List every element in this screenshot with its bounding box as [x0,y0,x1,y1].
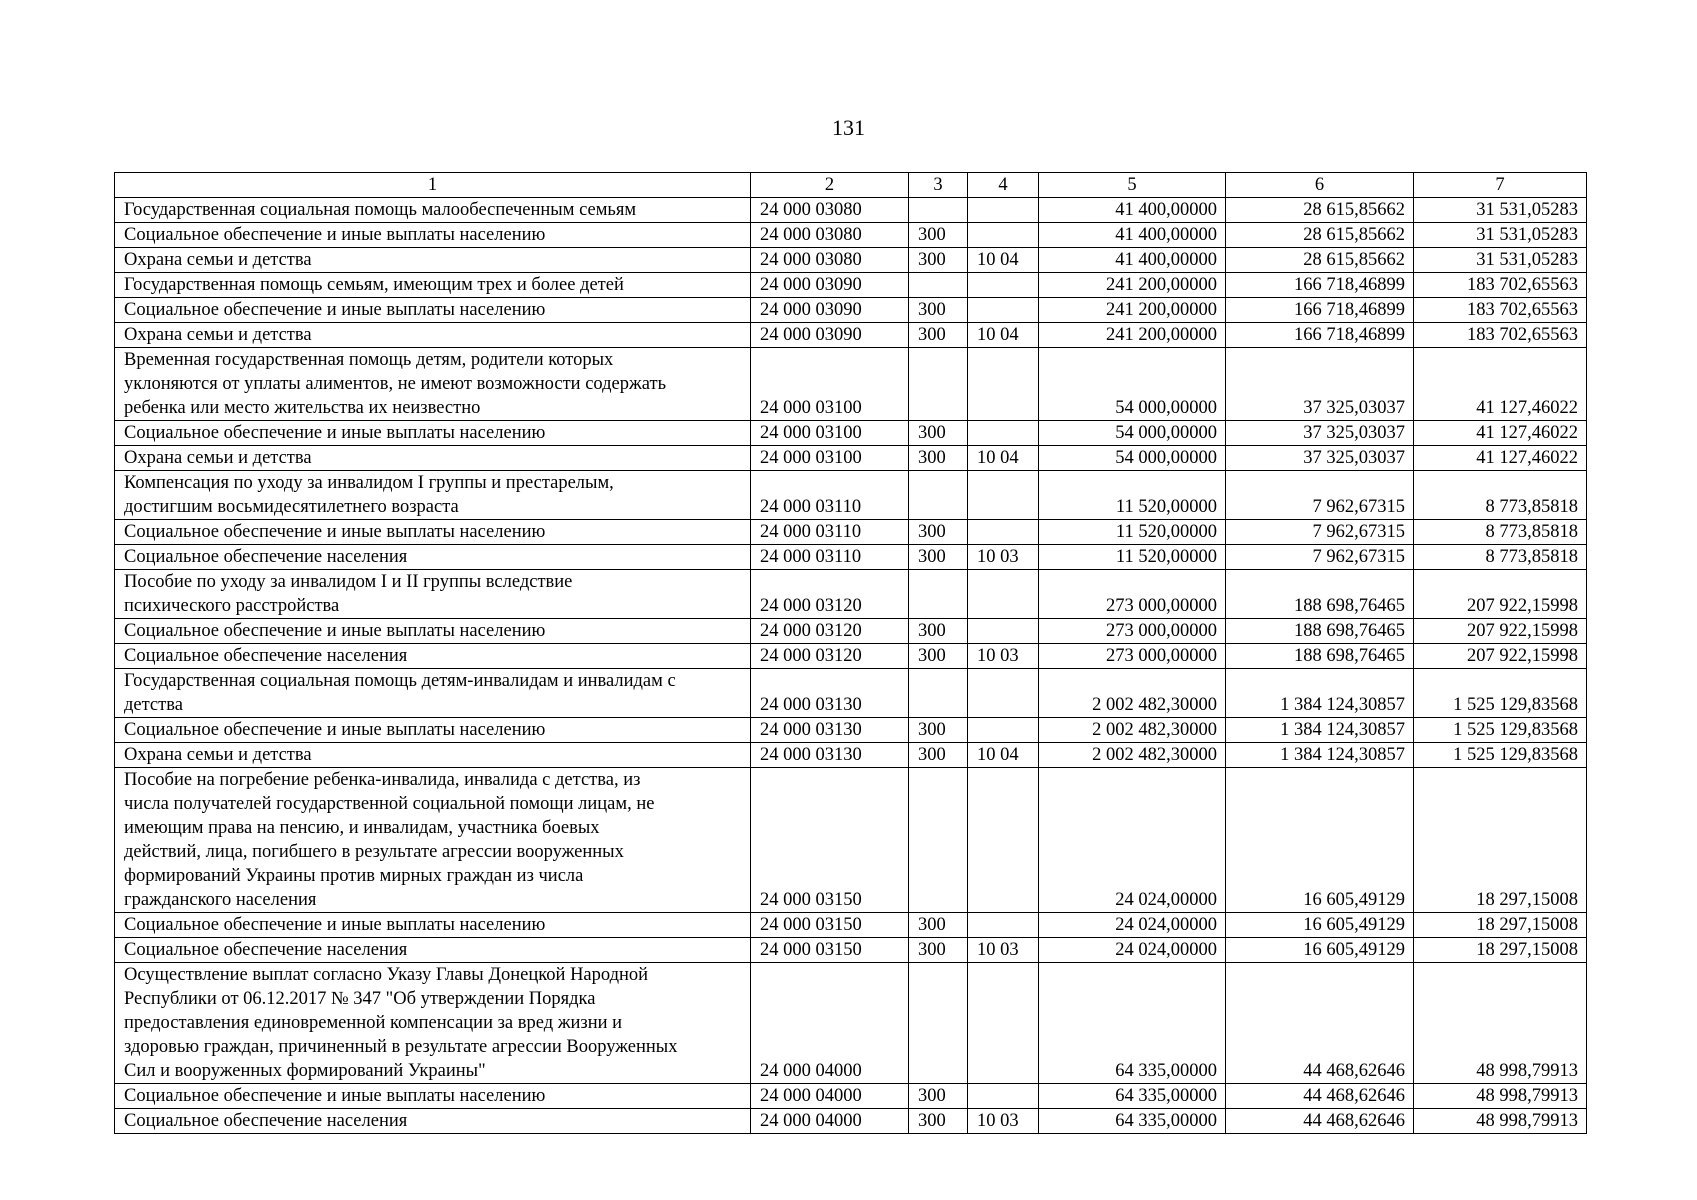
row-name-cell: Социальное обеспечение и иные выплаты населению [115,1084,751,1109]
row-expense-type-cell: 300 [909,1109,968,1134]
row-amount-col6-cell: 166 718,46899 [1226,273,1414,298]
row-section-cell [968,963,1039,1084]
row-amount-col5-cell: 241 200,00000 [1039,298,1226,323]
row-amount-col6-cell: 28 615,85662 [1226,248,1414,273]
row-section-cell [968,570,1039,619]
row-code-cell: 24 000 03150 [751,913,909,938]
row-expense-type-cell: 300 [909,421,968,446]
row-expense-type-cell [909,963,968,1084]
row-amount-col7-cell: 183 702,65563 [1414,298,1587,323]
row-name-cell: Охрана семьи и детства [115,446,751,471]
row-amount-col7-cell: 31 531,05283 [1414,248,1587,273]
row-amount-col5-cell: 54 000,00000 [1039,421,1226,446]
page-number: 131 [832,115,865,140]
row-amount-col7-cell: 41 127,46022 [1414,421,1587,446]
row-name-cell: Социальное обеспечение населения [115,1109,751,1134]
row-name-cell: Социальное обеспечение и иные выплаты населению [115,718,751,743]
column-header: 1 [115,173,751,198]
row-code-cell: 24 000 03110 [751,520,909,545]
row-amount-col6-cell: 44 468,62646 [1226,1084,1414,1109]
row-amount-col6-cell: 44 468,62646 [1226,1109,1414,1134]
row-amount-col5-cell: 54 000,00000 [1039,446,1226,471]
row-expense-type-cell: 300 [909,298,968,323]
row-name-cell: Социальное обеспечение и иные выплаты населению [115,298,751,323]
row-amount-col5-cell: 2 002 482,30000 [1039,743,1226,768]
row-section-cell: 10 03 [968,1109,1039,1134]
row-code-cell: 24 000 03130 [751,718,909,743]
row-name-cell: Социальное обеспечение населения [115,545,751,570]
row-name-cell: Осуществление выплат согласно Указу Главы Донецкой Народной Республики от 06.12.2017 № 347 "Об утверждении Порядка предоставления единовременной компенсации за вред жизни и здоровью граждан, причиненный в результате агрессии Вооруженных Сил и вооруженных формирований Украины" [115,963,751,1084]
row-name-cell: Пособие на погребение ребенка-инвалида, инвалида с детства, из числа получателей государственной социальной помощи лицам, не имеющим права на пенсию, и инвалидам, участника боевых действий, лица, погибшего в результате агрессии вооруженных формирований Украины против мирных граждан из числа гражданского населения [115,768,751,913]
row-expense-type-cell: 300 [909,323,968,348]
row-name-cell: Социальное обеспечение населения [115,644,751,669]
row-code-cell: 24 000 03080 [751,198,909,223]
row-section-cell [968,913,1039,938]
table-row [115,520,1587,545]
row-amount-col5-cell: 54 000,00000 [1039,348,1226,421]
row-amount-col7-cell: 41 127,46022 [1414,446,1587,471]
row-code-cell: 24 000 03080 [751,248,909,273]
row-code-cell: 24 000 03150 [751,768,909,913]
row-section-cell: 10 03 [968,938,1039,963]
row-code-cell: 24 000 03130 [751,743,909,768]
row-amount-col7-cell: 183 702,65563 [1414,273,1587,298]
row-amount-col7-cell: 8 773,85818 [1414,545,1587,570]
row-section-cell: 10 04 [968,323,1039,348]
row-name-cell: Социальное обеспечение и иные выплаты населению [115,520,751,545]
row-amount-col6-cell: 7 962,67315 [1226,545,1414,570]
row-amount-col6-cell: 166 718,46899 [1226,298,1414,323]
table-row [115,644,1587,669]
row-amount-col7-cell: 48 998,79913 [1414,1084,1587,1109]
row-code-cell: 24 000 03110 [751,471,909,520]
table-row [115,619,1587,644]
row-amount-col6-cell: 37 325,03037 [1226,446,1414,471]
row-code-cell: 24 000 03090 [751,298,909,323]
row-section-cell [968,298,1039,323]
row-section-cell [968,223,1039,248]
row-expense-type-cell: 300 [909,619,968,644]
column-header: 4 [968,173,1039,198]
row-section-cell: 10 04 [968,446,1039,471]
row-amount-col6-cell: 16 605,49129 [1226,768,1414,913]
row-amount-col7-cell: 1 525 129,83568 [1414,743,1587,768]
row-section-cell [968,619,1039,644]
row-name-cell: Социальное обеспечение населения [115,938,751,963]
table-row [115,323,1587,348]
row-name-cell: Охрана семьи и детства [115,743,751,768]
table-row [115,1084,1587,1109]
row-amount-col5-cell: 11 520,00000 [1039,520,1226,545]
row-name-cell: Временная государственная помощь детям, родители которых уклоняются от уплаты алиментов, не имеют возможности содержать ребенка или место жительства их неизвестно [115,348,751,421]
row-amount-col6-cell: 28 615,85662 [1226,198,1414,223]
row-amount-col5-cell: 2 002 482,30000 [1039,718,1226,743]
row-code-cell: 24 000 03100 [751,446,909,471]
row-section-cell [968,1084,1039,1109]
row-amount-col7-cell: 41 127,46022 [1414,348,1587,421]
row-amount-col5-cell: 11 520,00000 [1039,471,1226,520]
row-code-cell: 24 000 03090 [751,323,909,348]
row-section-cell: 10 04 [968,248,1039,273]
row-expense-type-cell: 300 [909,1084,968,1109]
row-expense-type-cell: 300 [909,718,968,743]
row-amount-col6-cell: 188 698,76465 [1226,619,1414,644]
row-code-cell: 24 000 03110 [751,545,909,570]
row-amount-col5-cell: 2 002 482,30000 [1039,669,1226,718]
table-row [115,198,1587,223]
row-section-cell [968,348,1039,421]
row-name-cell: Социальное обеспечение и иные выплаты населению [115,913,751,938]
row-expense-type-cell [909,348,968,421]
row-expense-type-cell: 300 [909,938,968,963]
table-row [115,768,1587,913]
table-row [115,348,1587,421]
table-row [115,913,1587,938]
row-amount-col6-cell: 166 718,46899 [1226,323,1414,348]
row-amount-col6-cell: 1 384 124,30857 [1226,669,1414,718]
row-amount-col5-cell: 241 200,00000 [1039,323,1226,348]
column-header: 5 [1039,173,1226,198]
row-amount-col5-cell: 24 024,00000 [1039,938,1226,963]
row-code-cell: 24 000 03100 [751,348,909,421]
row-code-cell: 24 000 04000 [751,1109,909,1134]
column-number-row [115,173,1587,198]
row-expense-type-cell: 300 [909,743,968,768]
row-section-cell [968,273,1039,298]
table-row [115,223,1587,248]
row-amount-col7-cell: 18 297,15008 [1414,913,1587,938]
row-amount-col5-cell: 41 400,00000 [1039,198,1226,223]
row-expense-type-cell [909,471,968,520]
table-row [115,273,1587,298]
row-name-cell: Социальное обеспечение и иные выплаты населению [115,619,751,644]
row-section-cell [968,421,1039,446]
row-amount-col5-cell: 24 024,00000 [1039,913,1226,938]
row-amount-col5-cell: 24 024,00000 [1039,768,1226,913]
row-code-cell: 24 000 03120 [751,570,909,619]
row-code-cell: 24 000 03150 [751,938,909,963]
row-amount-col5-cell: 273 000,00000 [1039,619,1226,644]
row-expense-type-cell [909,273,968,298]
row-section-cell [968,669,1039,718]
row-expense-type-cell: 300 [909,446,968,471]
row-name-cell: Социальное обеспечение и иные выплаты населению [115,421,751,446]
row-amount-col7-cell: 207 922,15998 [1414,570,1587,619]
table-row [115,298,1587,323]
table-row [115,248,1587,273]
row-amount-col7-cell: 1 525 129,83568 [1414,669,1587,718]
row-amount-col6-cell: 37 325,03037 [1226,421,1414,446]
row-amount-col5-cell: 64 335,00000 [1039,1109,1226,1134]
row-name-cell: Государственная помощь семьям, имеющим трех и более детей [115,273,751,298]
row-amount-col7-cell: 8 773,85818 [1414,520,1587,545]
row-amount-col5-cell: 241 200,00000 [1039,273,1226,298]
row-expense-type-cell: 300 [909,545,968,570]
row-expense-type-cell [909,570,968,619]
row-amount-col5-cell: 64 335,00000 [1039,1084,1226,1109]
row-section-cell [968,198,1039,223]
table-row [115,743,1587,768]
column-header: 7 [1414,173,1587,198]
row-section-cell: 10 04 [968,743,1039,768]
table-row [115,938,1587,963]
table-row [115,446,1587,471]
table-row [115,718,1587,743]
row-amount-col7-cell: 183 702,65563 [1414,323,1587,348]
row-expense-type-cell [909,198,968,223]
row-name-cell: Компенсация по уходу за инвалидом I группы и престарелым, достигшим восьмидесятилетнего возраста [115,471,751,520]
row-expense-type-cell: 300 [909,248,968,273]
table-row [115,1109,1587,1134]
row-section-cell: 10 03 [968,545,1039,570]
row-expense-type-cell: 300 [909,644,968,669]
row-code-cell: 24 000 03090 [751,273,909,298]
row-expense-type-cell [909,669,968,718]
row-amount-col7-cell: 48 998,79913 [1414,963,1587,1084]
row-amount-col7-cell: 18 297,15008 [1414,938,1587,963]
row-code-cell: 24 000 04000 [751,963,909,1084]
row-section-cell [968,718,1039,743]
row-amount-col6-cell: 28 615,85662 [1226,223,1414,248]
table-row [115,421,1587,446]
row-name-cell: Государственная социальная помощь малообеспеченным семьям [115,198,751,223]
table-row [115,963,1587,1084]
row-name-cell: Пособие по уходу за инвалидом I и II группы вследствие психического расстройства [115,570,751,619]
row-amount-col6-cell: 44 468,62646 [1226,963,1414,1084]
row-amount-col6-cell: 1 384 124,30857 [1226,718,1414,743]
row-section-cell: 10 03 [968,644,1039,669]
row-expense-type-cell: 300 [909,913,968,938]
table-body [115,198,1587,1134]
row-name-cell: Социальное обеспечение и иные выплаты населению [115,223,751,248]
row-amount-col6-cell: 7 962,67315 [1226,471,1414,520]
column-header: 3 [909,173,968,198]
row-code-cell: 24 000 03100 [751,421,909,446]
row-amount-col7-cell: 1 525 129,83568 [1414,718,1587,743]
row-amount-col6-cell: 188 698,76465 [1226,570,1414,619]
row-name-cell: Охрана семьи и детства [115,248,751,273]
row-amount-col6-cell: 7 962,67315 [1226,520,1414,545]
budget-table [114,172,1587,1134]
row-amount-col5-cell: 41 400,00000 [1039,223,1226,248]
row-section-cell [968,520,1039,545]
column-header: 6 [1226,173,1414,198]
row-expense-type-cell: 300 [909,223,968,248]
row-name-cell: Охрана семьи и детства [115,323,751,348]
row-amount-col6-cell: 16 605,49129 [1226,938,1414,963]
row-amount-col7-cell: 18 297,15008 [1414,768,1587,913]
row-amount-col5-cell: 41 400,00000 [1039,248,1226,273]
row-name-cell: Государственная социальная помощь детям-инвалидам и инвалидам с детства [115,669,751,718]
row-section-cell [968,768,1039,913]
row-amount-col7-cell: 8 773,85818 [1414,471,1587,520]
row-amount-col5-cell: 273 000,00000 [1039,570,1226,619]
row-amount-col5-cell: 11 520,00000 [1039,545,1226,570]
row-amount-col6-cell: 37 325,03037 [1226,348,1414,421]
table-row [115,471,1587,520]
row-section-cell [968,471,1039,520]
row-code-cell: 24 000 03080 [751,223,909,248]
row-code-cell: 24 000 03120 [751,644,909,669]
row-amount-col7-cell: 48 998,79913 [1414,1109,1587,1134]
row-amount-col6-cell: 1 384 124,30857 [1226,743,1414,768]
row-amount-col5-cell: 64 335,00000 [1039,963,1226,1084]
row-expense-type-cell [909,768,968,913]
row-amount-col7-cell: 31 531,05283 [1414,198,1587,223]
row-amount-col6-cell: 16 605,49129 [1226,913,1414,938]
table-row [115,545,1587,570]
row-amount-col6-cell: 188 698,76465 [1226,644,1414,669]
row-amount-col7-cell: 207 922,15998 [1414,644,1587,669]
table-row [115,570,1587,619]
row-amount-col7-cell: 207 922,15998 [1414,619,1587,644]
row-code-cell: 24 000 03120 [751,619,909,644]
column-header: 2 [751,173,909,198]
row-code-cell: 24 000 04000 [751,1084,909,1109]
table-row [115,669,1587,718]
row-amount-col7-cell: 31 531,05283 [1414,223,1587,248]
row-amount-col5-cell: 273 000,00000 [1039,644,1226,669]
row-expense-type-cell: 300 [909,520,968,545]
row-code-cell: 24 000 03130 [751,669,909,718]
